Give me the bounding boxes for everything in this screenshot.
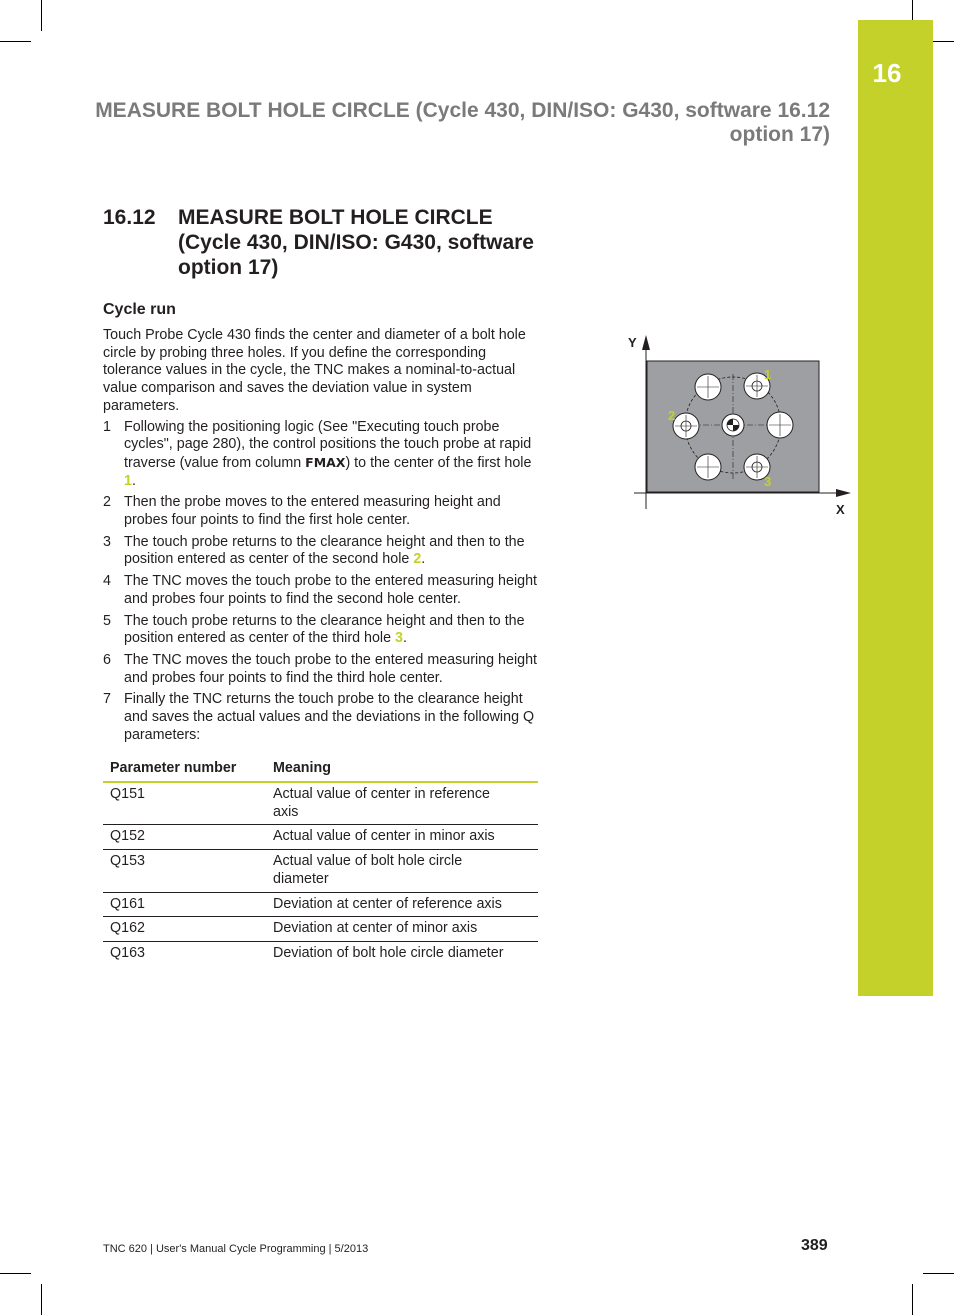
y-axis-label: Y [628, 335, 637, 350]
crop-mark [912, 1284, 913, 1315]
step-text: Finally the TNC returns the touch probe to the clearance height and saves the actual values and the deviations in the following Q parameters: [124, 691, 535, 743]
table-cell: Deviation at center of reference axis [266, 892, 538, 917]
hole-label-3: 3 [764, 474, 772, 489]
step-number: 3 [103, 533, 111, 550]
table-cell: Q162 [103, 917, 266, 942]
table-cell: Actual value of center in reference axis [266, 782, 538, 825]
list-item [103, 419, 545, 491]
step-text: . [131, 472, 136, 489]
crop-mark [923, 1273, 954, 1274]
running-head [70, 99, 830, 147]
table-header-row [103, 757, 538, 782]
table-cell: Q161 [103, 892, 266, 917]
hole [695, 374, 721, 400]
step-text: ) to the center of the first hole [345, 454, 532, 471]
running-head-line1: MEASURE BOLT HOLE CIRCLE (Cycle 430, DIN/ISO: G430, software 16.12 [95, 99, 830, 122]
step-number: 7 [103, 691, 111, 708]
table-row [103, 941, 538, 965]
list-item [103, 691, 545, 744]
list-item [103, 494, 545, 529]
chapter-number: 16 [872, 58, 902, 88]
crop-mark [41, 0, 42, 31]
hole-label-1: 1 [764, 367, 772, 382]
section-number: 16.12 [103, 206, 156, 229]
table-cell: Deviation at center of minor axis [266, 917, 538, 942]
step-text: . [402, 630, 407, 647]
table-row [103, 917, 538, 942]
page-number: 389 [801, 1237, 828, 1254]
step-number: 1 [103, 418, 111, 435]
hole-ref: 3 [395, 630, 403, 647]
crop-mark [0, 1273, 31, 1274]
step-text: Then the probe moves to the entered measuring height and probes four points to find the first hole center. [124, 494, 501, 529]
footer-text: TNC 620 | User's Manual Cycle Programming | 5/2013 [103, 1243, 369, 1255]
step-text: The touch probe returns to the clearance height and then to the position entered as center of the second hole [124, 533, 525, 568]
list-item [103, 534, 545, 569]
table-cell: Actual value of bolt hole circle diameter [266, 850, 538, 892]
column-header: Meaning [266, 757, 538, 782]
list-item [103, 613, 545, 648]
parameter-table [103, 757, 538, 966]
hole-2 [673, 413, 699, 439]
table-row [103, 825, 538, 850]
body-text [103, 327, 545, 748]
table-row [103, 892, 538, 917]
step-text: The touch probe returns to the clearance height and then to the position entered as center of the third hole [124, 612, 525, 647]
code-fmax: FMAX [305, 454, 346, 470]
intro-paragraph: Touch Probe Cycle 430 finds the center and diameter of a bolt hole circle by probing three holes. If you define the corresponding tolerance values in the cycle, the TNC makes a nominal-to-actual value comparison and saves the deviation value in system parameters. [103, 327, 526, 414]
list-item [103, 573, 545, 608]
running-head-line2: option 17) [729, 123, 830, 146]
subheading: Cycle run [103, 301, 176, 318]
bolt-hole-circle-figure [626, 334, 852, 518]
column-header: Parameter number [103, 757, 266, 782]
table-cell: Actual value of center in minor axis [266, 825, 538, 850]
table-row [103, 782, 538, 825]
table-cell: Q163 [110, 944, 145, 961]
x-axis-arrow [836, 489, 851, 497]
table-cell: Q153 [103, 850, 266, 892]
hole-ref: 1 [124, 472, 132, 489]
step-number: 6 [103, 651, 111, 668]
step-list [103, 419, 545, 745]
hole [695, 454, 721, 480]
table-row [103, 850, 538, 892]
step-text: The TNC moves the touch probe to the entered measuring height and probes four points to find the second hole center. [124, 573, 537, 607]
hole-ref: 2 [413, 551, 422, 568]
crop-mark [41, 1284, 42, 1315]
step-text: The TNC moves the touch probe to the entered measuring height and probes four points to find the third hole center. [124, 651, 537, 686]
center-hole [722, 414, 744, 436]
step-text: . [421, 551, 426, 568]
table-cell: Q151 [103, 782, 266, 825]
chapter-tab [858, 20, 933, 996]
section-title: MEASURE BOLT HOLE CIRCLE (Cycle 430, DIN/ISO: G430, software option 17) [178, 206, 534, 279]
y-axis-arrow [642, 335, 650, 350]
x-axis-label: X [836, 502, 845, 517]
step-number: 4 [103, 573, 111, 590]
hole [767, 412, 793, 438]
crop-mark [0, 41, 31, 42]
step-text: Following the positioning logic (See "Executing touch probe cycles", page 280), the control positions the touch probe at rapid traverse (value from column [124, 418, 532, 471]
list-item [103, 652, 545, 687]
step-number: 5 [103, 612, 111, 629]
hole-label-2: 2 [668, 408, 676, 423]
table-cell: Q152 [103, 825, 266, 850]
table-cell: Deviation of bolt hole circle diameter [273, 944, 504, 961]
step-number: 2 [103, 494, 111, 511]
